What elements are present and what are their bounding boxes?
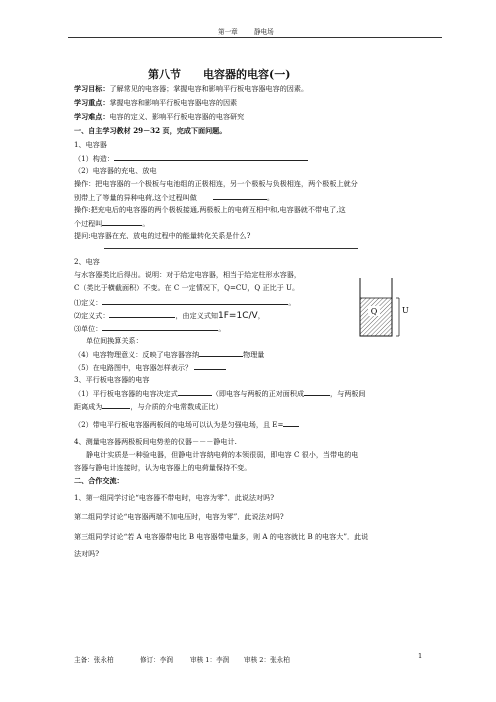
discussion-q3-a: 第三组同学讨论“若 A 电容器带电比 B 电容器带电量多，则 A 的电容就比 B 的电容大”．此说 xyxy=(74,532,369,541)
definition-line xyxy=(74,297,295,308)
u-label: U xyxy=(402,306,409,315)
symbol-blank[interactable] xyxy=(194,362,226,370)
water-fill xyxy=(361,298,392,336)
s3-field-line xyxy=(74,419,299,430)
header-chapter: 第一章 xyxy=(218,28,238,36)
formula-mid: ，由定义式知 xyxy=(175,311,219,320)
s2-line-b: C（类比于横截面积）不变。在 C 一定情况下，Q=CU，Q 正比于 U。 xyxy=(74,283,300,292)
unit-line xyxy=(74,323,225,334)
definition-blank[interactable] xyxy=(102,297,288,305)
physical-meaning-blank[interactable] xyxy=(199,349,243,357)
s3-area-text: （即电容与两板的正对面积成 xyxy=(211,389,305,398)
header-section: 静电场 xyxy=(254,28,274,36)
discussion-q2: 第二组同学讨论“电容器两端不加电压时，电容为零”．此说法对吗? xyxy=(74,512,284,521)
formula-end: ， xyxy=(257,311,265,320)
unit-blank[interactable] xyxy=(102,323,218,331)
physical-meaning-end: 物理量 xyxy=(243,350,265,359)
footer-reviser: 修订：李润 xyxy=(140,656,173,664)
s1-title: 1、电容器 xyxy=(74,140,107,149)
footer-editor: 主备：张永柏 xyxy=(74,656,114,664)
formula-line xyxy=(74,310,265,321)
s4-title: 4、测量电容器两极板间电势差的仪器－－－静电计. xyxy=(74,437,237,446)
symbol-text: （5）在电路图中，电容器怎样表示？ xyxy=(74,363,193,372)
s3-title: 3、平行板电容器的电容 xyxy=(74,375,150,384)
question-answer-blank[interactable] xyxy=(104,248,358,249)
s1-structure-label: （1）构造： xyxy=(74,154,114,163)
focus-text: 掌握电容和影响平行板电容器电容的因素 xyxy=(109,98,238,107)
q-label: Q xyxy=(370,307,378,316)
decision-formula-blank[interactable] xyxy=(178,388,212,396)
discussion-q1: 1、第一组同学讨论“电容器不带电时，电容为零”．此说法对吗? xyxy=(74,493,275,502)
definition-end: 。 xyxy=(288,298,296,307)
s3-formula-text: （1）平行板电容器的电容决定式 xyxy=(74,389,178,398)
formula-blank[interactable] xyxy=(109,310,175,318)
distance-ratio-blank[interactable] xyxy=(102,401,130,409)
header-rule xyxy=(68,37,442,38)
s3-dielectric-text: ，与介质的介电常数成正比） xyxy=(130,402,223,411)
part1-heading: 一、自主学习教材 29－32 页，完成下面问题。 xyxy=(74,126,227,135)
footer-reviewer-1: 审核 1：李润 xyxy=(190,656,230,664)
physical-meaning-text: （4）电容物理意义：反映了电容器容纳 xyxy=(74,350,200,359)
page-number: 1 xyxy=(418,652,423,660)
part2-heading: 二、合作交流： xyxy=(74,476,124,485)
op2-end: 。 xyxy=(142,219,150,228)
s3-field-text: （2）带电平行板电容器两板间的电场可以认为是匀强电场，且 E= xyxy=(74,420,284,429)
s4-line-a: 静电计实质是一种验电器，但静电计容纳电荷的本领很弱，即电容 C 很小，当带电的电 xyxy=(86,450,359,459)
op1-end: 。 xyxy=(266,193,274,202)
physical-meaning-line xyxy=(74,349,264,360)
s3-distance-label: 距离成为 xyxy=(74,402,103,411)
unit-label: ⑶单位： xyxy=(74,324,103,333)
s2-line-a: 与水容器类比后得出。说明：对于给定电容器，相当于给定柱形水容器， xyxy=(74,270,301,279)
focus-label: 学习重点： xyxy=(74,98,110,107)
objective-line xyxy=(74,84,308,94)
formula-unit: 1F=1C/V xyxy=(218,311,258,321)
s3-line-1 xyxy=(74,388,366,399)
unit-conversion: 单位间换算关系： xyxy=(86,336,143,345)
difficulty-label: 学习难点： xyxy=(74,112,110,121)
footer-reviewer-2: 审核 2：张永柏 xyxy=(244,656,290,664)
formula-label: ⑵定义式： xyxy=(74,311,110,320)
s3-line-2 xyxy=(74,401,223,412)
unit-end: 。 xyxy=(218,324,226,333)
question-line: 提问:电容器在充、放电的过程中的能量转化关系是什么? xyxy=(74,231,251,240)
water-container-figure xyxy=(354,276,414,342)
page-title: 第八节 电容器的电容(一) xyxy=(148,68,291,81)
s1-charge-discharge: （2）电容器的充电、放电 xyxy=(74,166,157,175)
symbol-line xyxy=(74,362,226,373)
discussion-q3-b: 法对吗? xyxy=(74,549,100,558)
charging-blank[interactable] xyxy=(213,192,267,200)
discharging-blank[interactable] xyxy=(102,218,142,226)
definition-label: ⑴定义： xyxy=(74,298,103,307)
s3-distance-text: ，与两板间 xyxy=(330,389,366,398)
s2-title: 2、电容 xyxy=(74,257,100,266)
field-strength-blank[interactable] xyxy=(283,419,299,427)
focus-line xyxy=(74,98,237,108)
s4-line-b: 容器与静电计连接时，认为电容器上的电荷量保持不变。 xyxy=(74,463,252,472)
objective-label: 学习目标： xyxy=(74,84,110,93)
op1-line-b xyxy=(74,192,274,203)
structure-blank[interactable] xyxy=(114,153,308,161)
difficulty-text: 电容的定义、影响平行板电容器的电容研究 xyxy=(109,112,245,121)
op1-text: 别带上了等量的异种电荷,这个过程叫做 xyxy=(74,193,197,202)
objective-text: 了解常见的电容器；掌握电容和影响平行板电容器电容的因素。 xyxy=(109,84,309,93)
area-ratio-blank[interactable] xyxy=(304,388,330,396)
op1-line-a: 操作：把电容器的一个极板与电池组的正极相连，另一个极板与负极相连，两个极板上就分 xyxy=(74,179,358,188)
op2-text: 个过程叫 xyxy=(74,219,103,228)
difficulty-line xyxy=(74,112,244,122)
s1-structure-line xyxy=(74,153,308,164)
op2-line-b xyxy=(74,218,149,229)
op2-line-a: 操作:把充电后的电容器的两个极板接通,两极板上的电荷互相中和,电容器就不带电了,这 xyxy=(74,205,346,214)
